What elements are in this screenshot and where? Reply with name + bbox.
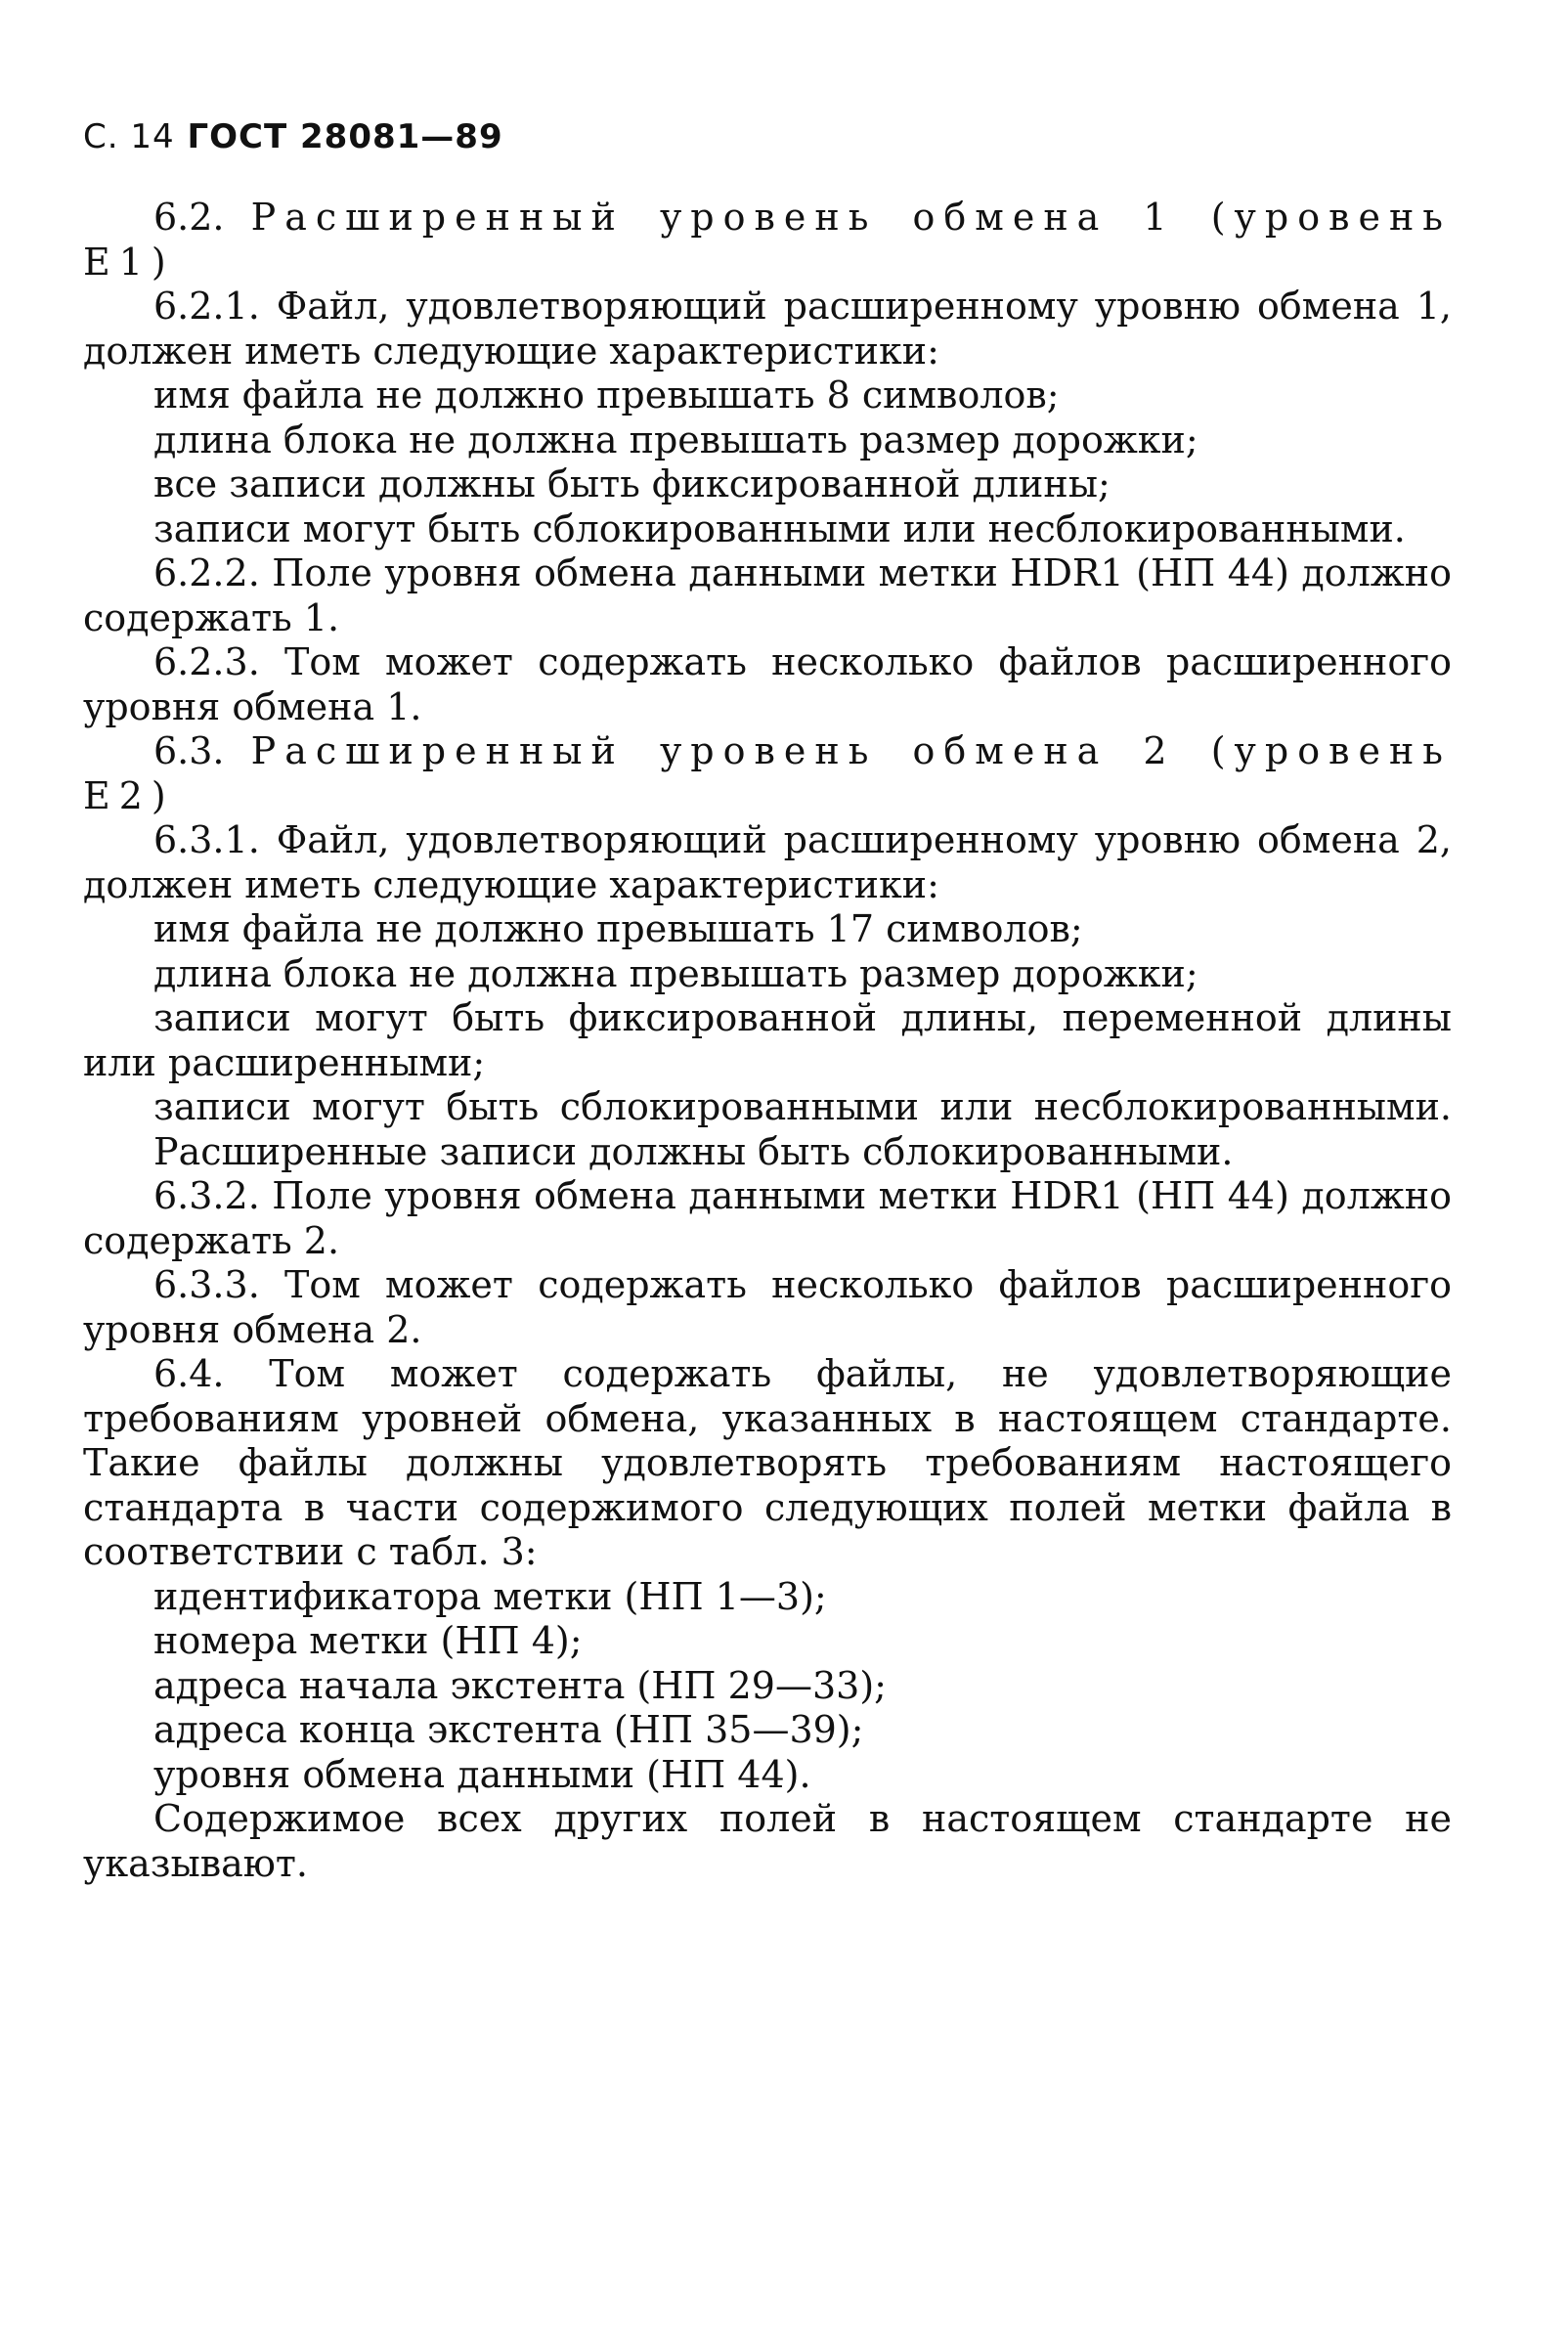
paragraph-6-2-1: 6.2.1. Файл, удовлетворяющий расширенному уровню обмена 1, должен иметь следующие характеристики:	[83, 285, 1452, 373]
list-item: имя файла не должно превышать 17 символов;	[153, 907, 1083, 950]
list-item: адреса начала экстента (НП 29—33);	[153, 1663, 887, 1707]
list-item: имя файла не должно превышать 8 символов;	[153, 373, 1060, 417]
standard-designation: ГОСТ 28081—89	[187, 117, 503, 156]
paragraph-6-3-3: 6.3.3. Том может содержать несколько файлов расширенного уровня обмена 2.	[83, 1263, 1452, 1351]
list-item: номера метки (НП 4);	[153, 1619, 583, 1662]
list-item: идентификатора метки (НП 1—3);	[153, 1574, 827, 1618]
paragraph-6-4: 6.4. Том может содержать файлы, не удовлетворяющие требованиям уровней обмена, указанных в настоящем стандарте. Такие файлы должны удовлетворять требованиям настоящего стандарта в части содержимого следующих полей метки файла в соответствии с табл. 3:	[83, 1352, 1452, 1573]
list-item: записи могут быть сблокированными или несблокированными.	[153, 506, 1406, 550]
list-item: длина блока не должна превышать размер дорожки;	[153, 951, 1198, 995]
list-item-wrapping: записи могут быть фиксированной длины, переменной длины или расширенными;	[83, 996, 1452, 1084]
section-6-3-heading	[83, 729, 1452, 818]
list-item: записи могут быть сблокированными или несблокированными. Расширенные записи должны быть сблокированными.	[153, 1085, 1452, 1173]
section-6-3-number: 6.3.	[153, 729, 225, 772]
section-6-2-title: Расширенный уровень обмена 1 (уровень E1)	[83, 196, 1452, 284]
closing-paragraph: Содержимое всех других полей в настоящем стандарте не указывают.	[83, 1797, 1452, 1885]
list-item: уровня обмена данными (НП 44).	[153, 1752, 811, 1796]
section-6-2-number: 6.2.	[153, 196, 225, 239]
paragraph-6-3-2: 6.3.2. Поле уровня обмена данными метки HDR1 (НП 44) должно содержать 2.	[83, 1174, 1452, 1262]
section-6-2-heading	[83, 196, 1452, 285]
paragraph-6-2-3: 6.2.3. Том может содержать несколько файлов расширенного уровня обмена 1.	[83, 640, 1452, 728]
section-6-3-title: Расширенный уровень обмена 2 (уровень E2)	[83, 729, 1452, 817]
list-item: адреса конца экстента (НП 35—39);	[153, 1708, 864, 1751]
running-head	[83, 117, 1452, 156]
document-body	[83, 196, 1452, 1886]
page-number: С. 14	[83, 117, 175, 156]
document-page	[83, 117, 1452, 1886]
paragraph-6-3-1: 6.3.1. Файл, удовлетворяющий расширенному уровню обмена 2, должен иметь следующие характеристики:	[83, 818, 1452, 906]
list-item: длина блока не должна превышать размер дорожки;	[153, 417, 1198, 461]
list-item: все записи должны быть фиксированной длины;	[153, 462, 1111, 505]
paragraph-6-2-2: 6.2.2. Поле уровня обмена данными метки HDR1 (НП 44) должно содержать 1.	[83, 551, 1452, 639]
